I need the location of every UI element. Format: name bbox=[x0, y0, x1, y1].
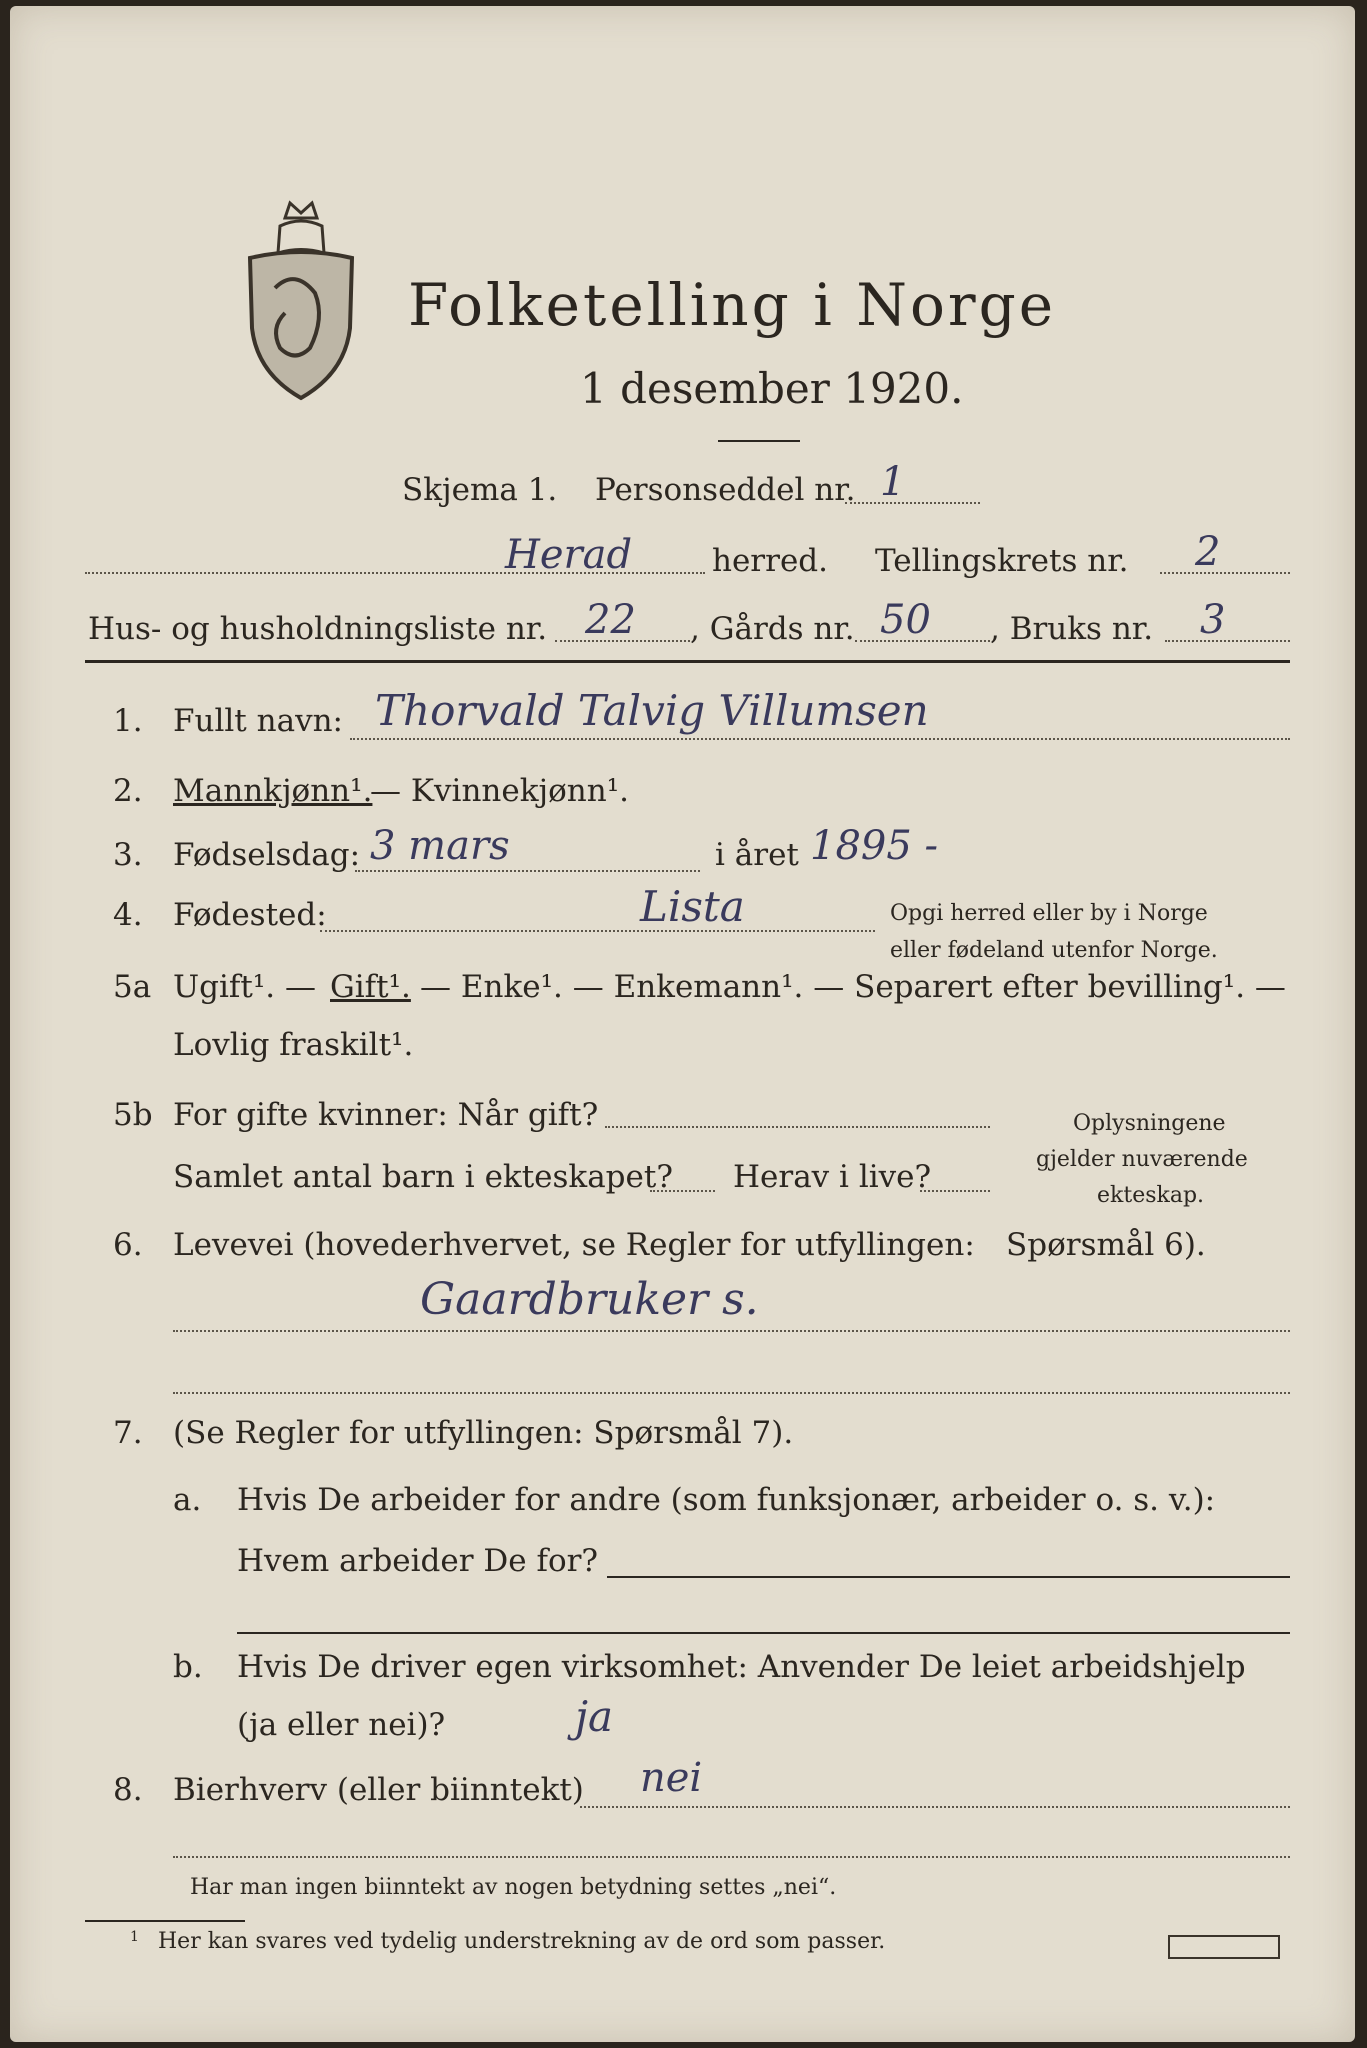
q5a-number: 5a bbox=[113, 969, 152, 1005]
herred-value[interactable]: Herad bbox=[505, 532, 633, 578]
q7-label: (Se Regler for utfyllingen: Spørsmål 7). bbox=[173, 1415, 794, 1451]
q5b-note-line3: ekteskap. bbox=[1097, 1183, 1205, 1208]
bruks-line bbox=[1165, 640, 1290, 642]
q4-note-line2: eller fødeland utenfor Norge. bbox=[890, 938, 1218, 963]
tellingskrets-value[interactable]: 2 bbox=[1195, 529, 1221, 575]
q6-reference: Spørsmål 6). bbox=[1006, 1227, 1206, 1263]
q8-number: 8. bbox=[113, 1772, 143, 1808]
form-title: Folketelling i Norge bbox=[408, 271, 1057, 339]
q7b-answer-value[interactable]: ja bbox=[575, 1692, 614, 1741]
q7b-letter: b. bbox=[173, 1649, 203, 1685]
personseddel-line bbox=[845, 502, 980, 504]
q4-label: Fødested: bbox=[173, 897, 327, 933]
q3-label: Fødselsdag: bbox=[173, 837, 361, 873]
q7b-label: Hvis De driver egen virksomhet: Anvender De leiet arbeidshjelp bbox=[237, 1649, 1246, 1685]
q4-number: 4. bbox=[113, 897, 143, 933]
q5b-alive-line bbox=[920, 1190, 990, 1192]
q7a-letter: a. bbox=[173, 1482, 202, 1518]
q1-name-value[interactable]: Thorvald Talvig Villumsen bbox=[375, 686, 929, 735]
footnote-divider bbox=[85, 1920, 245, 1922]
q1-number: 1. bbox=[113, 703, 143, 739]
q5b-children-line bbox=[650, 1190, 715, 1192]
header-divider bbox=[85, 660, 1290, 663]
gards-line bbox=[855, 640, 990, 642]
husliste-value[interactable]: 22 bbox=[585, 597, 636, 643]
q7a-employer-label: Hvem arbeider De for? bbox=[237, 1543, 599, 1579]
q5b-married-when-label: For gifte kvinner: Når gift? bbox=[173, 1097, 599, 1133]
q7b-label2: (ja eller nei)? bbox=[237, 1707, 446, 1743]
personseddel-value[interactable]: 1 bbox=[880, 459, 906, 505]
q6-label: Levevei (hovederhvervet, se Regler for utfyllingen: bbox=[173, 1227, 975, 1263]
q6-line1 bbox=[173, 1330, 1290, 1332]
q5a-option-gift[interactable]: Gift¹. bbox=[330, 969, 411, 1005]
q5a-option-ugift: Ugift¹. — bbox=[173, 969, 316, 1005]
q5a-options-rest: — Enke¹. — Enkemann¹. — Separert efter bevilling¹. — bbox=[420, 969, 1286, 1005]
q7a-label: Hvis De arbeider for andre (som funksjonær, arbeider o. s. v.): bbox=[237, 1482, 1216, 1518]
q2-number: 2. bbox=[113, 773, 143, 809]
q6-occupation-value[interactable]: Gaardbruker s. bbox=[420, 1274, 759, 1325]
q3-birthday-value[interactable]: 3 mars bbox=[370, 823, 510, 869]
q5b-children-label: Samlet antal barn i ekteskapet? bbox=[173, 1159, 673, 1195]
q3-birthday-line bbox=[355, 870, 700, 872]
q8-label: Bierhverv (eller biinntekt) bbox=[173, 1772, 584, 1808]
tellingskrets-label: Tellingskrets nr. bbox=[875, 543, 1129, 579]
gards-label: , Gårds nr. bbox=[690, 611, 855, 647]
q5b-alive-label: Herav i live? bbox=[733, 1159, 932, 1195]
q7-number: 7. bbox=[113, 1415, 143, 1451]
q7a-extra-line bbox=[237, 1632, 1290, 1634]
footer-note: Har man ingen biinntekt av nogen betydning settes „nei“. bbox=[190, 1875, 837, 1900]
title-divider bbox=[718, 440, 800, 442]
q1-label: Fullt navn: bbox=[173, 703, 343, 739]
q3-year-value[interactable]: 1895 - bbox=[810, 823, 939, 869]
husliste-line bbox=[555, 640, 690, 642]
printer-stamp bbox=[1168, 1935, 1280, 1959]
census-date: 1 desember 1920. bbox=[580, 364, 964, 413]
footnote-text: Her kan svares ved tydelig understrekning av de ord som passer. bbox=[158, 1929, 886, 1954]
q7a-employer-line bbox=[607, 1576, 1290, 1578]
tellingskrets-line bbox=[1160, 572, 1290, 574]
q8-line bbox=[580, 1806, 1290, 1808]
q5a-option-fraskilt: Lovlig fraskilt¹. bbox=[173, 1027, 414, 1063]
q5b-married-when-line bbox=[605, 1126, 990, 1128]
q5b-number: 5b bbox=[113, 1097, 153, 1133]
q6-line2 bbox=[173, 1392, 1290, 1394]
gards-value[interactable]: 50 bbox=[880, 597, 931, 643]
q5b-note-line2: gjelder nuværende bbox=[1036, 1147, 1248, 1172]
husliste-label: Hus- og husholdningsliste nr. bbox=[88, 611, 548, 647]
bruks-label: , Bruks nr. bbox=[990, 611, 1154, 647]
personseddel-label: Personseddel nr. bbox=[595, 472, 856, 508]
q5b-note-line1: Oplysningene bbox=[1073, 1111, 1226, 1136]
q2-option-mann[interactable]: Mannkjønn¹. bbox=[173, 773, 373, 809]
q4-line bbox=[320, 930, 875, 932]
q3-year-label: i året bbox=[715, 837, 799, 873]
bruks-value[interactable]: 3 bbox=[1200, 597, 1226, 643]
q3-number: 3. bbox=[113, 837, 143, 873]
herred-label: herred. bbox=[712, 543, 828, 579]
footnote-mark: 1 bbox=[130, 1929, 139, 1945]
schema-label: Skjema 1. bbox=[402, 472, 558, 508]
q4-birthplace-value[interactable]: Lista bbox=[640, 882, 745, 931]
q1-line bbox=[350, 738, 1290, 740]
q4-note-line1: Opgi herred eller by i Norge bbox=[890, 901, 1208, 926]
q2-options-rest: — Kvinnekjønn¹. bbox=[370, 773, 629, 809]
q8-answer-value[interactable]: nei bbox=[640, 1755, 703, 1801]
q8-extra-line bbox=[173, 1856, 1290, 1858]
norwegian-coat-of-arms-emblem bbox=[240, 198, 362, 408]
q6-number: 6. bbox=[113, 1227, 143, 1263]
